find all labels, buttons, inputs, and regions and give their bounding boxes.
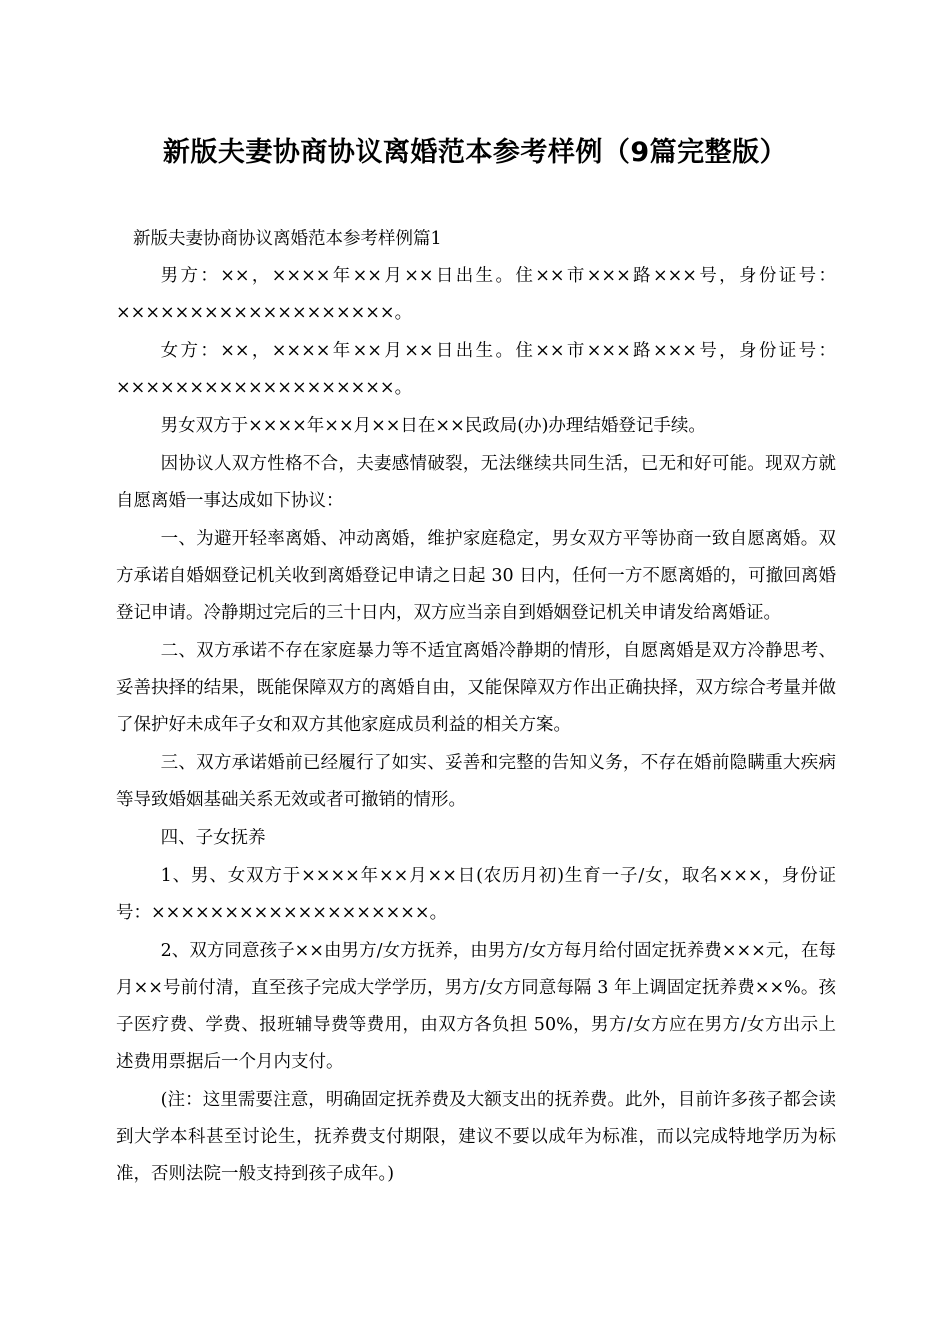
document-body [116,224,836,1194]
document-title: 新版夫妻协商协议离婚范本参考样例（9篇完整版） [162,137,788,168]
section-heading: 新版夫妻协商协议离婚范本参考样例篇1 [133,229,442,249]
paragraph-husband-info: 男方：××，××××年××月××日出生。住××市×××路×××号，身份证号：×××××××××××××××××××。 [116,266,836,323]
paragraph-marriage-registration: 男女双方于××××年××月××日在××民政局(办)办理结婚登记手续。 [160,416,706,436]
paragraph-clause-2: 二、双方承诺不存在家庭暴力等不适宜离婚冷静期的情形，自愿离婚是双方冷静思考、妥善抉择的结果，既能保障双方的离婚自由，又能保障双方作出正确抉择，双方综合考量并做了保护好未成年子女和双方其他家庭成员利益的相关方案。 [116,641,836,735]
paragraph-divorce-reason: 因协议人双方性格不合，夫妻感情破裂，无法继续共同生活，已无和好可能。现双方就自愿离婚一事达成如下协议： [116,454,836,511]
paragraph-clause-3: 三、双方承诺婚前已经履行了如实、妥善和完整的告知义务，不存在婚前隐瞒重大疾病等导致婚姻基础关系无效或者可撤销的情形。 [116,753,836,810]
paragraph-child-support: 2、双方同意孩子××由男方/女方抚养，由男方/女方每月给付固定抚养费×××元，在每月××号前付清，直至孩子完成大学学历，男方/女方同意每隔 3 年上调固定抚养费××%。孩子医疗费、学费、报班辅导费等费用，由双方各负担 50%，男方/女方应在男方/女方出示上述费用票据后一个月内支付。 [116,941,836,1072]
paragraph-child-birth: 1、男、女双方于××××年××月××日(农历月初)生育一子/女，取名×××，身份证号：×××××××××××××××××××。 [116,866,836,923]
paragraph-clause-4-heading: 四、子女抚养 [160,828,266,848]
paragraph-wife-info: 女方：××，××××年××月××日出生。住××市×××路×××号，身份证号：×××××××××××××××××××。 [116,341,836,398]
paragraph-note: (注：这里需要注意，明确固定抚养费及大额支出的抚养费。此外，目前许多孩子都会读到大学本科甚至讨论生，抚养费支付期限，建议不要以成年为标准，而以完成特地学历为标准，否则法院一般支持到孩子成年。) [116,1090,836,1184]
paragraph-clause-1: 一、为避开轻率离婚、冲动离婚，维护家庭稳定，男女双方平等协商一致自愿离婚。双方承诺自婚姻登记机关收到离婚登记申请之日起 30 日内，任何一方不愿离婚的，可撤回离婚登记申请。冷静期过完后的三十日内，双方应当亲自到婚姻登记机关申请发给离婚证。 [116,529,836,623]
